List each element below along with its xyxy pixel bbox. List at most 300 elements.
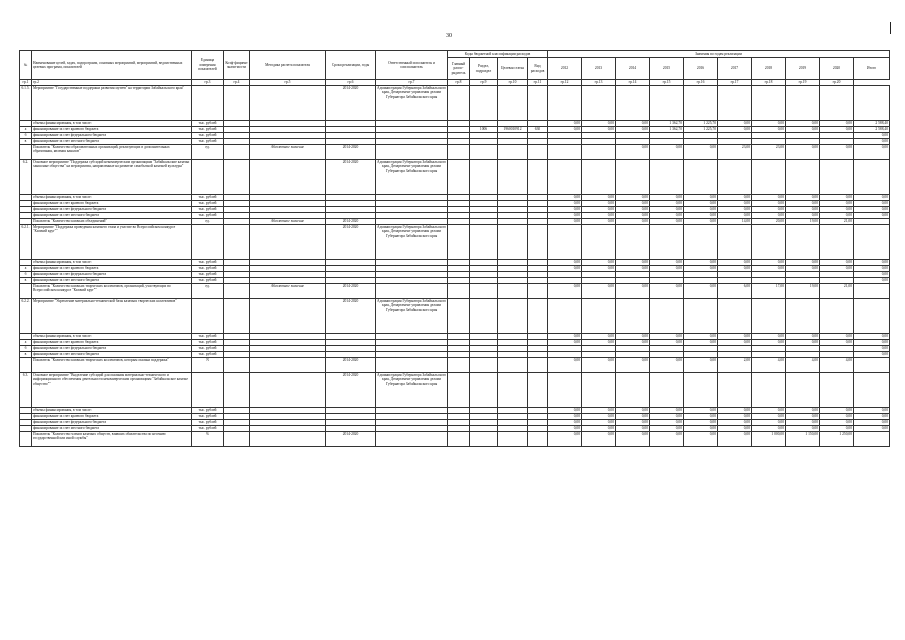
row-code-g [448, 299, 470, 334]
row-value: 0,00 [854, 420, 890, 426]
row-coef [224, 432, 250, 447]
row-value: 0,00 [820, 195, 854, 201]
row-code-g [448, 145, 470, 160]
row-code-r [470, 160, 498, 195]
row-unit: тыс. рублей [192, 266, 224, 272]
row-value [582, 86, 616, 121]
row-value [786, 225, 820, 260]
row-responsible: Администрация Губернатора Забайкальского края, Департамент управления делами Губернатора Забайкальского края [376, 86, 448, 121]
row-code-cs [498, 225, 528, 260]
row-unit: ед. [192, 284, 224, 299]
row-value [684, 299, 718, 334]
row-value: 0,00 [684, 432, 718, 447]
row-number [20, 432, 32, 447]
row-value: 20,00 [752, 219, 786, 225]
row-value: 0,00 [684, 201, 718, 207]
row-value: 0,00 [820, 420, 854, 426]
table-row [20, 299, 890, 334]
row-name: финансирование за счет федерального бюджета [32, 133, 192, 139]
col-header-code: Вид расходов [528, 58, 548, 80]
row-value: 0,00 [752, 260, 786, 266]
row-value: 21,00 [820, 284, 854, 299]
row-value: 0,00 [548, 201, 582, 207]
row-code-vr [528, 373, 548, 408]
row-value: 0,00 [582, 213, 616, 219]
row-value [752, 86, 786, 121]
column-number-cell: гр.7 [376, 80, 448, 86]
row-value [650, 86, 684, 121]
row-value: 0,00 [786, 213, 820, 219]
row-value: 0,00 [854, 346, 890, 352]
column-number-cell: гр.18 [752, 80, 786, 86]
row-value: 0,00 [582, 408, 616, 414]
row-coef [224, 284, 250, 299]
row-value: 0,00 [616, 420, 650, 426]
row-value [548, 160, 582, 195]
row-unit: тыс. рублей [192, 207, 224, 213]
row-value [650, 373, 684, 408]
row-value: 0,00 [786, 145, 820, 160]
column-number-cell: гр.10 [498, 80, 528, 86]
row-value: 0,00 [752, 426, 786, 432]
row-number [20, 145, 32, 160]
row-code-vr [528, 86, 548, 121]
row-code-r [470, 225, 498, 260]
row-code-r [470, 432, 498, 447]
column-number-cell: гр.6 [326, 80, 376, 86]
col-header-year: Итого [854, 58, 890, 80]
row-value [820, 225, 854, 260]
column-number-cell: гр.11 [528, 80, 548, 86]
column-number-cell: гр.3 [192, 80, 224, 86]
row-name: Основное мероприятие "Выделение субсидий для оказания материально-технического и информационного обеспечения деятельности некоммерческим организациям "Забайкальское казачье общество"" [32, 373, 192, 408]
row-value: 0,00 [684, 334, 718, 340]
row-value: 0,00 [786, 266, 820, 272]
row-value: 0,00 [582, 127, 616, 133]
row-value [752, 225, 786, 260]
row-value: 0,00 [854, 260, 890, 266]
row-value [786, 373, 820, 408]
row-value [548, 86, 582, 121]
row-value: 0,00 [786, 127, 820, 133]
row-unit: тыс. рублей [192, 133, 224, 139]
row-coef [224, 225, 250, 260]
row-unit: ед. [192, 145, 224, 160]
row-value [548, 145, 582, 160]
row-name: финансирование за счет краевого бюджета [32, 340, 192, 346]
row-unit [192, 86, 224, 121]
row-value [650, 225, 684, 260]
row-name: финансирование за счет федерального бюджета [32, 272, 192, 278]
row-code-cs [498, 86, 528, 121]
row-name: Мероприятие "Государственные поддержки развития музеев" на территории Забайкальского края" [32, 86, 192, 121]
row-value: 0,00 [718, 408, 752, 414]
row-value [718, 373, 752, 408]
row-name: финансирование за счет краевого бюджета [32, 414, 192, 420]
row-value: 0,00 [820, 414, 854, 420]
row-code-g [448, 284, 470, 299]
row-value: 0,00 [718, 213, 752, 219]
row-value: 19,00 [786, 284, 820, 299]
row-value: 0,00 [582, 121, 616, 127]
row-unit: тыс. рублей [192, 414, 224, 420]
row-code-r [470, 284, 498, 299]
row-value: 0,00 [786, 340, 820, 346]
row-value: 0,00 [650, 195, 684, 201]
row-value: 0,00 [854, 340, 890, 346]
col-header-unit: Единица измерения показателей [192, 51, 224, 80]
row-value [854, 86, 890, 121]
row-value: 0,00 [684, 358, 718, 373]
row-value [548, 299, 582, 334]
row-value [820, 299, 854, 334]
row-value: 0,00 [616, 195, 650, 201]
row-value: 0,00 [684, 145, 718, 160]
column-number-cell: гр.1 [20, 80, 32, 86]
row-value: 0,00 [548, 213, 582, 219]
row-number: в [20, 139, 32, 145]
row-value [854, 373, 890, 408]
row-value: 0,00 [616, 334, 650, 340]
row-years: 2014-2020 [326, 432, 376, 447]
row-value [752, 160, 786, 195]
row-method [250, 432, 326, 447]
row-number: 6.2.1. [20, 225, 32, 260]
row-value: 0,00 [616, 260, 650, 266]
row-unit: тыс. рублей [192, 139, 224, 145]
row-name: финансирование за счет федерального бюджета [32, 346, 192, 352]
row-unit: ед. [192, 219, 224, 225]
row-value: 0,00 [718, 195, 752, 201]
row-code-cs [498, 284, 528, 299]
row-value: 0,00 [548, 266, 582, 272]
row-value [820, 373, 854, 408]
row-method: Абсолютное значение [250, 284, 326, 299]
row-name: финансирование за счет местного бюджета [32, 278, 192, 284]
row-value: 0,00 [684, 284, 718, 299]
row-value: 19,00 [786, 219, 820, 225]
row-years: 2014-2020 [326, 284, 376, 299]
row-value: 0,00 [650, 432, 684, 447]
row-value: 1 362,70 [650, 121, 684, 127]
col-header-number: № [20, 51, 32, 80]
row-unit: тыс. рублей [192, 340, 224, 346]
row-responsible [376, 358, 448, 373]
row-number: б [20, 346, 32, 352]
row-code-g [448, 432, 470, 447]
row-name: Показатель "Количество образовательных организаций, реализующих в дополнительных образования, явления каналов" [32, 145, 192, 160]
row-value [582, 145, 616, 160]
row-code-vr [528, 225, 548, 260]
column-number-cell: гр.4 [224, 80, 250, 86]
row-value: 0,00 [684, 408, 718, 414]
row-unit: тыс. рублей [192, 408, 224, 414]
row-value: 0,00 [752, 266, 786, 272]
row-code-r: 1006 [470, 127, 498, 133]
row-value: 0,00 [650, 334, 684, 340]
row-value: 0,00 [548, 414, 582, 420]
row-value: 0,00 [820, 127, 854, 133]
row-number: а [20, 127, 32, 133]
row-code-cs: 1960010912 [498, 127, 528, 133]
column-number-cell: гр.14 [616, 80, 650, 86]
col-header-year: 2013 [582, 58, 616, 80]
row-unit [192, 373, 224, 408]
row-value: 0,00 [616, 121, 650, 127]
table-body [20, 86, 890, 447]
row-responsible: Администрация Губернатора Забайкальского края, Департамент управления делами Губернатора Забайкальского края [376, 225, 448, 260]
row-value: 0,00 [752, 201, 786, 207]
row-value: 0,00 [786, 420, 820, 426]
table-row [20, 160, 890, 195]
row-name: финансирование за счет федерального бюджета [32, 207, 192, 213]
row-value: 0,00 [650, 420, 684, 426]
table-row [20, 373, 890, 408]
row-name: Показатель "Количество казачьих творческих коллективов, которым оказана поддержка" [32, 358, 192, 373]
row-value: 0,00 [854, 201, 890, 207]
col-header-year: 2020 [820, 58, 854, 80]
row-value: 1 250,00 [820, 432, 854, 447]
row-value: 0,00 [752, 414, 786, 420]
row-value: 0,00 [582, 334, 616, 340]
row-number: а [20, 340, 32, 346]
row-method [250, 160, 326, 195]
column-number-cell: гр.2 [32, 80, 192, 86]
col-header-code: Целевая статья [498, 58, 528, 80]
row-value: 0,00 [854, 426, 890, 432]
row-name: финансирование за счет краевого бюджета [32, 266, 192, 272]
column-number-cell: гр.5 [250, 80, 326, 86]
row-value: 0,00 [548, 340, 582, 346]
row-value: 0,00 [548, 284, 582, 299]
row-unit: % [192, 432, 224, 447]
row-code-r [470, 145, 498, 160]
row-unit: тыс. рублей [192, 352, 224, 358]
row-value: 0,00 [854, 133, 890, 139]
row-code-cs [498, 358, 528, 373]
row-value: 14,00 [718, 219, 752, 225]
column-number-cell: гр.15 [650, 80, 684, 86]
row-value: 0,00 [548, 334, 582, 340]
col-header-year: 2016 [684, 58, 718, 80]
row-value: 0,00 [582, 340, 616, 346]
row-code-cs [498, 373, 528, 408]
row-value: 0,00 [650, 266, 684, 272]
row-value: 1 150,00 [786, 432, 820, 447]
row-value: 4,00 [752, 358, 786, 373]
row-value: 0,00 [582, 207, 616, 213]
row-value: 0,00 [616, 358, 650, 373]
row-value: 0,00 [582, 432, 616, 447]
column-number-cell: гр.9 [470, 80, 498, 86]
row-years: 2014-2020 [326, 145, 376, 160]
row-value: 0,00 [616, 213, 650, 219]
row-value: 0,00 [752, 420, 786, 426]
row-value [786, 86, 820, 121]
row-value: 0,00 [718, 432, 752, 447]
row-code-cs [498, 160, 528, 195]
row-value: 23,00 [718, 145, 752, 160]
row-method [250, 225, 326, 260]
row-name: финансирование за счет федерального бюджета [32, 420, 192, 426]
row-coef [224, 160, 250, 195]
row-method [250, 86, 326, 121]
column-number-cell: гр.12 [548, 80, 582, 86]
row-value: 0,00 [548, 219, 582, 225]
row-name: финансирование за счет местного бюджета [32, 213, 192, 219]
row-value: 0,00 [684, 266, 718, 272]
row-value: 17,00 [752, 284, 786, 299]
row-unit: тыс. рублей [192, 127, 224, 133]
row-name: финансирование за счет местного бюджета [32, 139, 192, 145]
row-code-vr [528, 160, 548, 195]
row-value: 0,00 [582, 195, 616, 201]
row-name: Основное мероприятие "Поддержка субсидий некоммерческим организациям "Забайкальские казачьи ханшоные общества" на мероприятия, направленные на развитие самобытной казачьей культуры" [32, 160, 192, 195]
row-number: б [20, 133, 32, 139]
row-value [854, 160, 890, 195]
row-value: 0,00 [718, 207, 752, 213]
row-name: объемы финансирования, в том числе: [32, 260, 192, 266]
row-value [582, 299, 616, 334]
row-unit: тыс. рублей [192, 195, 224, 201]
row-value [854, 358, 890, 373]
row-value: 0,00 [582, 358, 616, 373]
row-number [20, 284, 32, 299]
row-value: 0,00 [616, 414, 650, 420]
row-value: 0,00 [582, 414, 616, 420]
col-header-method: Методика расчета показателя [250, 51, 326, 80]
row-unit: тыс. рублей [192, 213, 224, 219]
row-value: 0,00 [582, 260, 616, 266]
row-value: 0,00 [820, 121, 854, 127]
row-value: 0,00 [752, 334, 786, 340]
row-value: 2,00 [718, 358, 752, 373]
page-number: 30 [446, 33, 452, 39]
row-method: Абсолютное значение [250, 219, 326, 225]
row-value: 0,00 [854, 414, 890, 420]
row-responsible: Администрация Губернатора Забайкальского края, Департамент управления делами Губернатора Забайкальского края [376, 160, 448, 195]
table-row [20, 284, 890, 299]
row-code-vr [528, 358, 548, 373]
row-code-g [448, 160, 470, 195]
row-years: 2014-2020 [326, 86, 376, 121]
row-years: 2014-2020 [326, 373, 376, 408]
row-value [616, 299, 650, 334]
row-code-r [470, 299, 498, 334]
row-value: 0,00 [582, 219, 616, 225]
col-header-name: Наименование целей, задач, подпрограмм, основных мероприятий, мероприятий, ведомственных целевых программ, показателей [32, 51, 192, 80]
row-unit: тыс. рублей [192, 346, 224, 352]
table-row [20, 358, 890, 373]
row-value: 0,00 [854, 334, 890, 340]
row-value: 0,00 [548, 260, 582, 266]
row-value [854, 225, 890, 260]
row-value: 0,00 [616, 207, 650, 213]
row-name: финансирование за счет местного бюджета [32, 426, 192, 432]
row-code-g [448, 373, 470, 408]
row-value: 0,00 [718, 340, 752, 346]
row-responsible [376, 284, 448, 299]
row-value: 0,00 [548, 426, 582, 432]
row-value: 0,00 [718, 127, 752, 133]
row-value: 0,00 [650, 201, 684, 207]
row-value: 0,00 [820, 334, 854, 340]
row-value: 0,00 [786, 334, 820, 340]
col-header-year: 2018 [752, 58, 786, 80]
col-header-year: 2012 [548, 58, 582, 80]
row-value: 4,00 [786, 358, 820, 373]
row-name: объемы финансирования, в том числе: [32, 334, 192, 340]
row-value [752, 373, 786, 408]
row-value: 0,00 [650, 145, 684, 160]
row-code-vr [528, 299, 548, 334]
row-value: 0,00 [718, 414, 752, 420]
row-code-r [470, 358, 498, 373]
row-value: 0,00 [854, 266, 890, 272]
row-value: 0,00 [650, 213, 684, 219]
row-value: 0,00 [820, 408, 854, 414]
row-value: 0,00 [582, 426, 616, 432]
row-unit: N [192, 358, 224, 373]
row-value: 0,00 [684, 420, 718, 426]
row-value: 0,00 [854, 195, 890, 201]
row-value: 1 000,00 [752, 432, 786, 447]
row-value [684, 86, 718, 121]
row-number: 6.2.2. [20, 299, 32, 334]
row-value [752, 299, 786, 334]
row-coef [224, 373, 250, 408]
column-number-cell: гр.13 [582, 80, 616, 86]
row-name: Показатель "Количество членов казачьих обществ, взявших обязательства по несению государственной или иной службы" [32, 432, 192, 447]
row-coef [224, 86, 250, 121]
row-code-vr [528, 145, 548, 160]
row-value: 0,00 [616, 201, 650, 207]
col-header-year: 2019 [786, 58, 820, 80]
row-value: 0,00 [616, 284, 650, 299]
col-header-year: 2017 [718, 58, 752, 80]
row-years: 2014-2020 [326, 225, 376, 260]
row-value: 0,00 [616, 426, 650, 432]
row-value: 0,00 [582, 266, 616, 272]
row-value: 0,00 [684, 195, 718, 201]
col-header-codes: Коды бюджетной классификации расходов [448, 51, 548, 58]
row-value [582, 225, 616, 260]
row-value [684, 225, 718, 260]
row-value: 0,00 [650, 340, 684, 346]
program-table [19, 50, 890, 447]
row-unit: тыс. рублей [192, 260, 224, 266]
row-value [854, 299, 890, 334]
row-value [616, 86, 650, 121]
row-code-cs [498, 432, 528, 447]
row-value [650, 299, 684, 334]
row-value: 0,00 [684, 426, 718, 432]
col-header-responsible: Ответственный исполнитель и соисполнитель [376, 51, 448, 80]
row-value: 0,00 [548, 121, 582, 127]
row-value: 0,00 [854, 272, 890, 278]
row-years: 2014-2020 [326, 358, 376, 373]
row-value: 1 225,70 [684, 127, 718, 133]
row-value: 0,00 [650, 426, 684, 432]
row-value: 0,00 [718, 266, 752, 272]
row-code-g [448, 358, 470, 373]
column-number-cell: гр.20 [820, 80, 854, 86]
row-value: 0,00 [820, 207, 854, 213]
row-unit: тыс. рублей [192, 420, 224, 426]
row-unit [192, 299, 224, 334]
row-value: 0,00 [548, 358, 582, 373]
table-row [20, 432, 890, 447]
